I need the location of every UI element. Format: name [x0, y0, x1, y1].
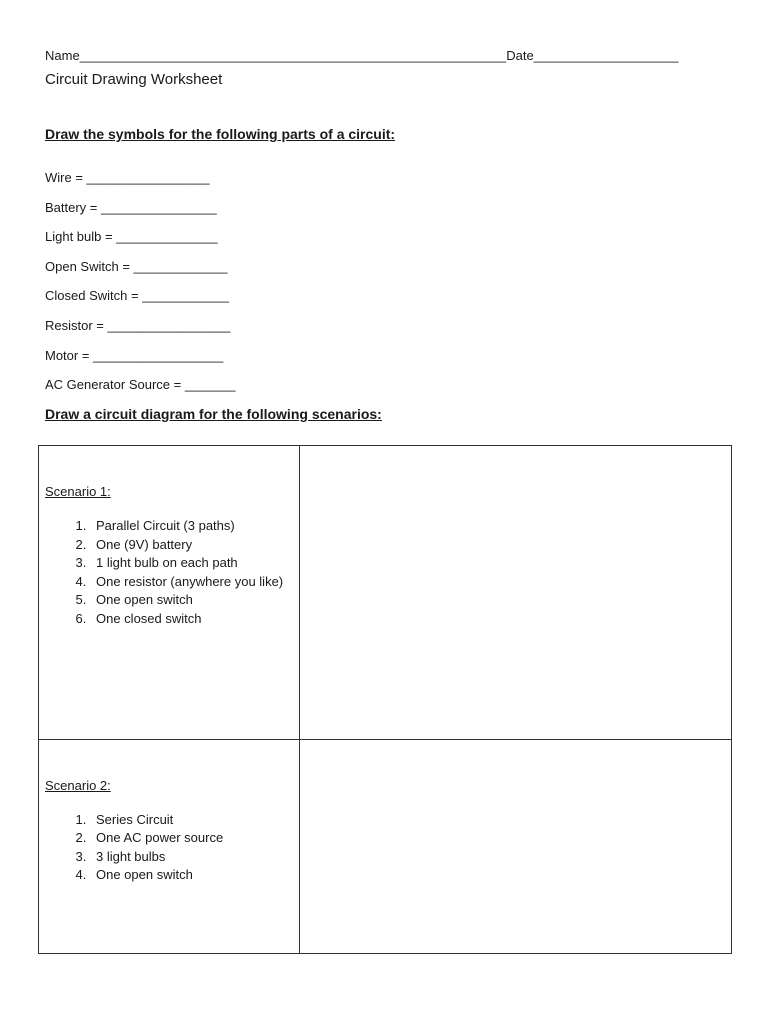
field-blank[interactable]: _______	[184, 377, 236, 392]
field-blank[interactable]: _________________	[86, 170, 210, 185]
scenario-2-drawing-area[interactable]	[300, 739, 732, 953]
field-resistor	[45, 318, 230, 333]
date-label: Date	[506, 48, 534, 63]
scenario-1-list	[39, 517, 299, 629]
list-item: 6. One closed switch	[90, 610, 299, 629]
field-label: AC Generator Source =	[45, 377, 185, 392]
scenario-row-1	[39, 446, 732, 740]
field-label: Resistor =	[45, 318, 108, 333]
scenario-row-2	[39, 739, 732, 953]
list-item: 5. One open switch	[90, 591, 299, 610]
field-blank[interactable]: _________________	[107, 318, 231, 333]
field-motor	[45, 348, 223, 363]
field-ac-generator	[45, 377, 235, 392]
header-line	[45, 48, 720, 63]
field-label: Motor =	[45, 348, 94, 363]
scenario-label: Scenario 2:	[45, 777, 111, 793]
scenario-1-drawing-area[interactable]	[300, 446, 732, 740]
list-item: 3. 3 light bulbs	[90, 848, 299, 867]
field-blank[interactable]: ______________	[116, 229, 218, 244]
scenario-1-instructions	[39, 446, 300, 740]
field-blank[interactable]: ________________	[101, 200, 217, 215]
name-blank[interactable]: ___________________________________________________________	[79, 48, 507, 63]
list-item: 2. One (9V) battery	[90, 536, 299, 555]
field-label: Light bulb =	[45, 229, 117, 244]
field-label: Wire =	[45, 170, 87, 185]
scenario-table	[38, 445, 732, 954]
name-label: Name	[45, 48, 80, 63]
field-label: Battery =	[45, 200, 101, 215]
list-item: 1. Series Circuit	[90, 811, 299, 830]
scenario-2-instructions	[39, 739, 300, 953]
symbols-section-heading: Draw the symbols for the following parts of a circuit:	[45, 126, 396, 142]
field-wire	[45, 170, 209, 185]
list-item: 2. One AC power source	[90, 829, 299, 848]
list-item: 4. One open switch	[90, 866, 299, 885]
scenarios-section-heading: Draw a circuit diagram for the following scenarios:	[45, 406, 382, 422]
field-label: Closed Switch =	[45, 288, 143, 303]
field-blank[interactable]: ____________	[142, 288, 229, 303]
field-open-switch	[45, 259, 228, 274]
field-label: Open Switch =	[45, 259, 134, 274]
scenario-label: Scenario 1:	[45, 484, 111, 499]
field-closed-switch	[45, 288, 229, 303]
date-blank[interactable]: ____________________	[533, 48, 679, 63]
field-battery	[45, 200, 217, 215]
worksheet-title: Circuit Drawing Worksheet	[45, 71, 223, 88]
scenario-2-list	[39, 811, 299, 885]
list-item: 3. 1 light bulb on each path	[90, 554, 299, 573]
list-item: 1. Parallel Circuit (3 paths)	[90, 517, 299, 536]
field-blank[interactable]: __________________	[93, 348, 224, 363]
list-item: 4. One resistor (anywhere you like)	[90, 573, 299, 592]
field-light-bulb	[45, 229, 217, 244]
field-blank[interactable]: _____________	[133, 259, 228, 274]
